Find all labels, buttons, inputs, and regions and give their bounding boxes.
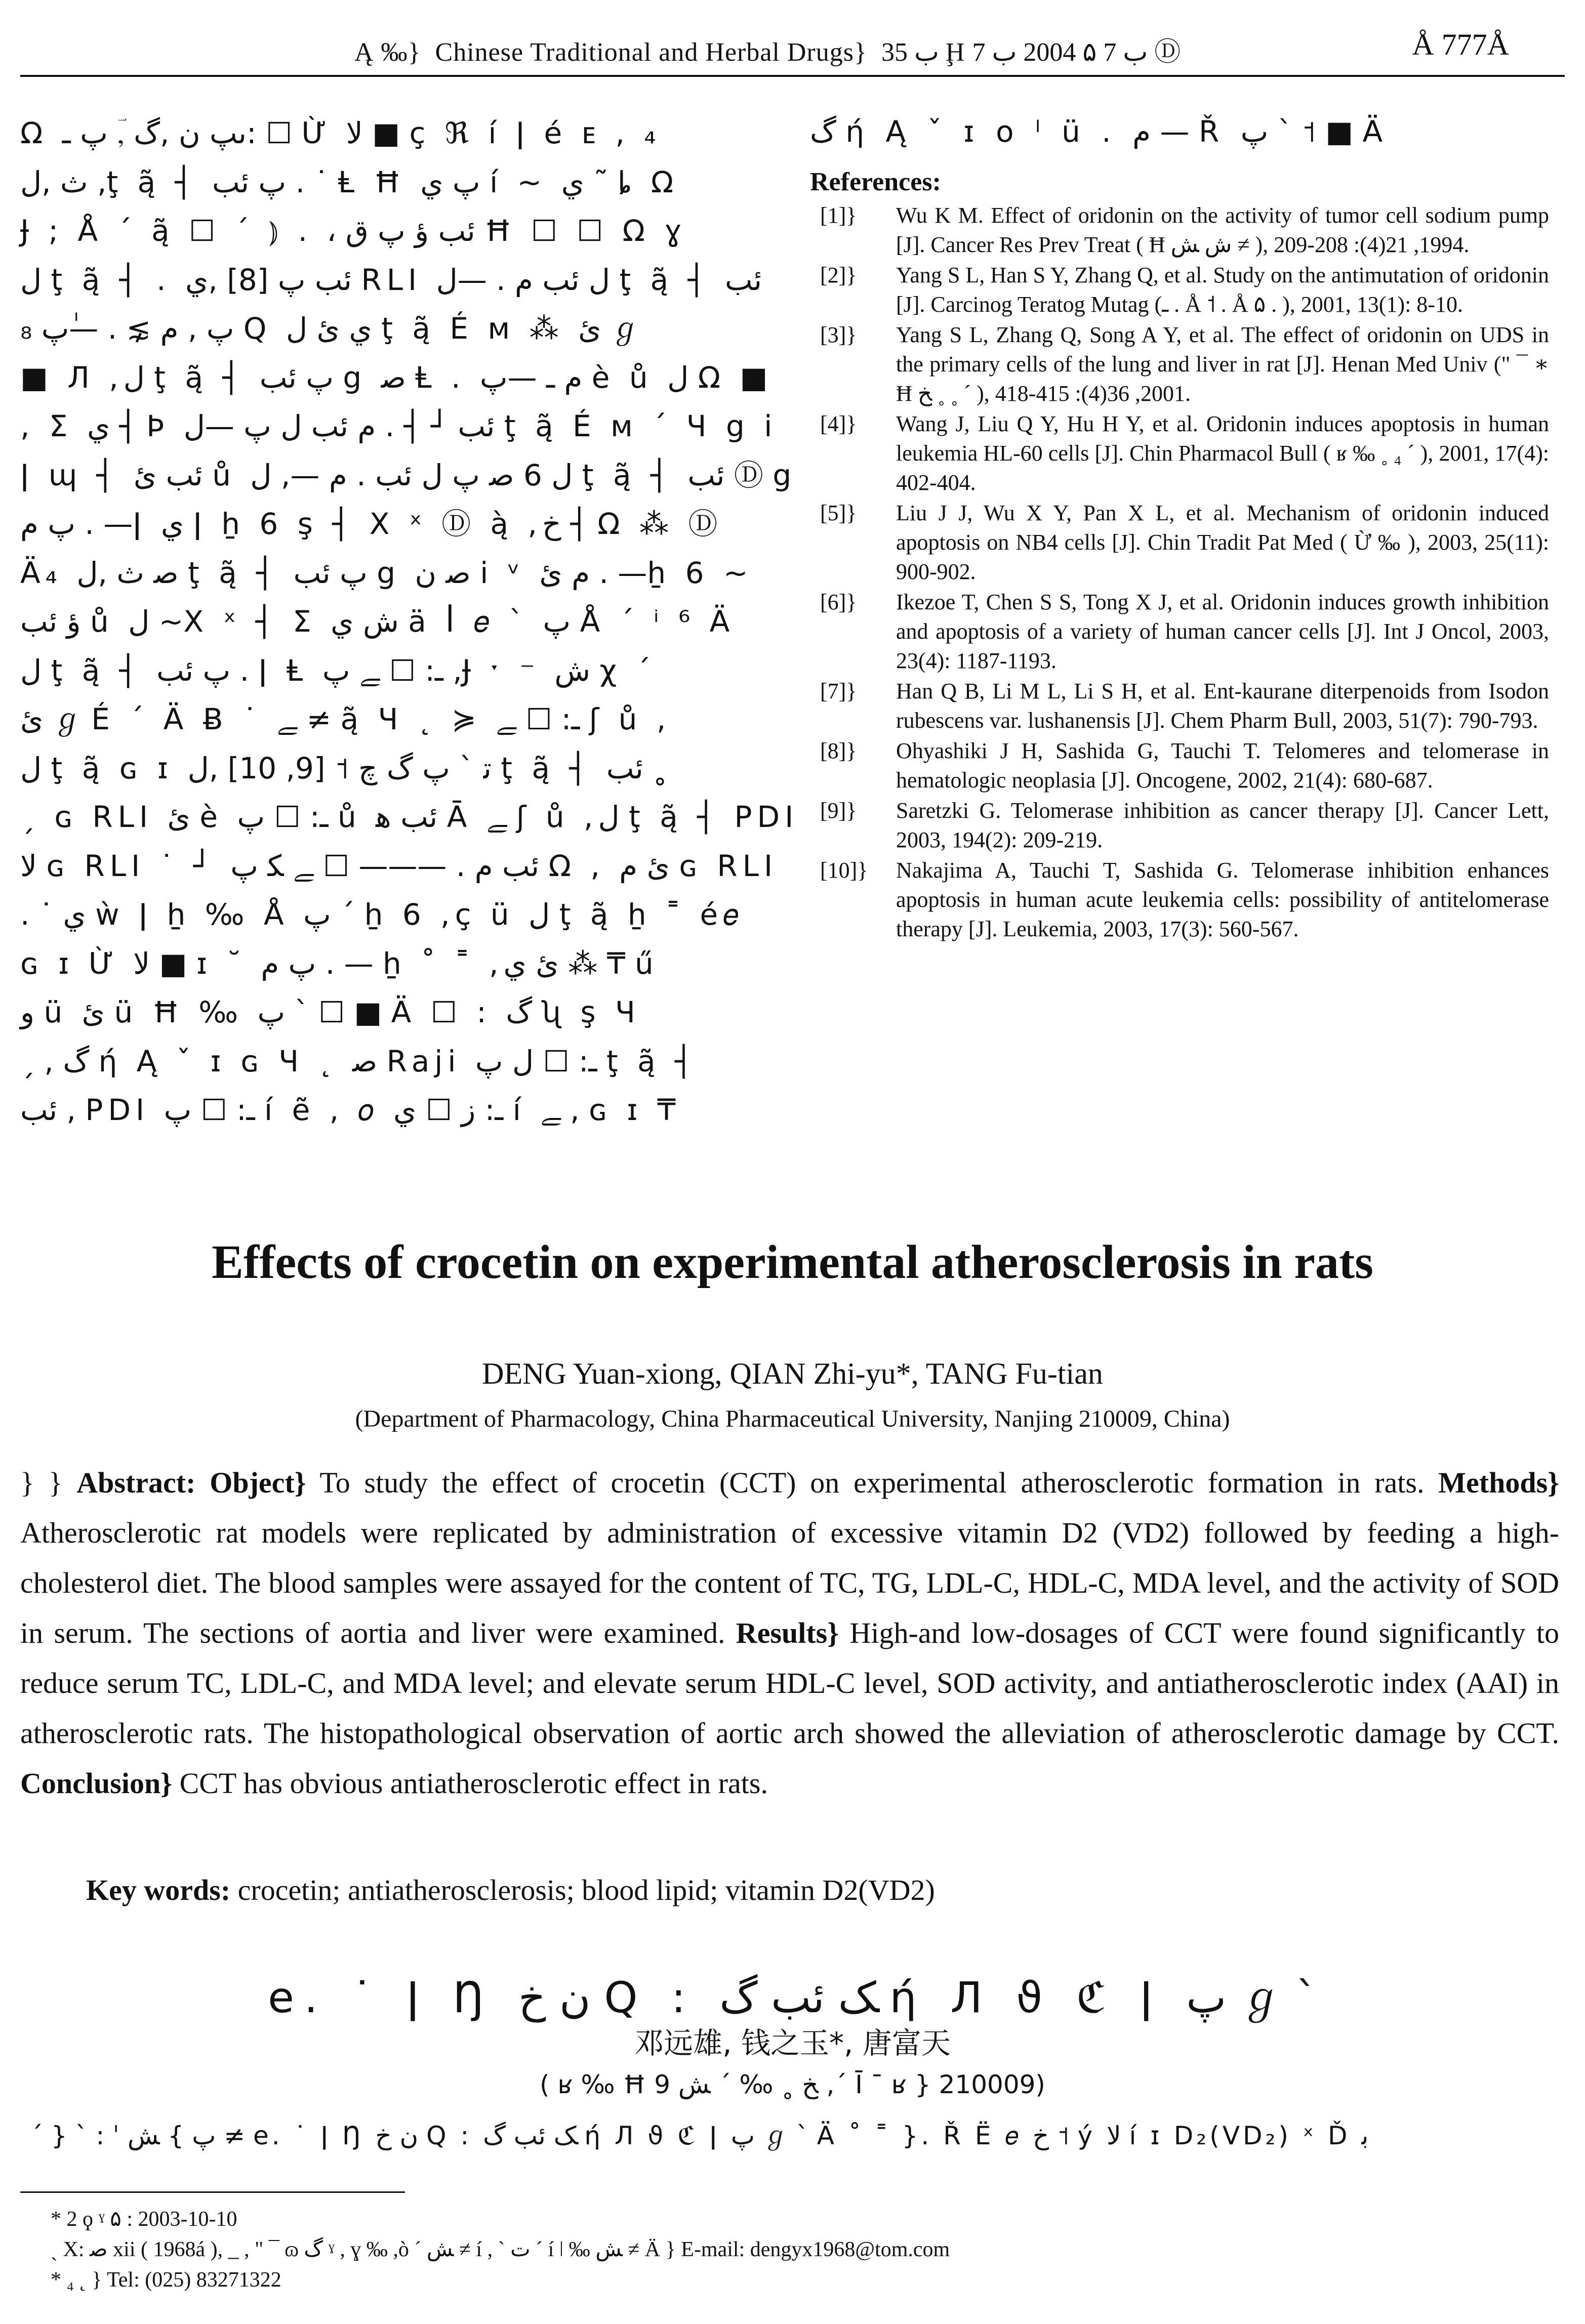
reference-number: [3]}	[820, 322, 857, 347]
reference-item	[810, 588, 1549, 676]
text-line: ل ţ ą̃ ┤ پ ئب . ǀ Ⱡ ـ: ☐ ﮯ پ ,Ɉ ˑ ⁻ ش χ ˊ	[20, 653, 656, 688]
article-authors: DENG Yuan-xiong, QIAN Zhi-yu*, TANG Fu-tian	[482, 1357, 1103, 1390]
text-line: ǀ ɰ ┤ ئب ئ ů ل 6 ﺻ پ ل ئب . م —, ل ţ ą̃ ┤ ئب Ⓓ g	[20, 458, 797, 492]
text-line: ل ţ ą̃ ɢ ɪ ﺗ ˋ پ گ ﭺ ˦ [9, 10] ,ل ţ ą̃ ┤ ئب ˳	[20, 751, 668, 785]
text-line: . ˙ ي ẁ ǀ ẖ ‰ Å پ ˊ ẖ 6 ,ç ü ل ţ ą̃ ẖ ˭ é𝑒	[20, 897, 744, 932]
reference-number: [7]}	[820, 679, 857, 703]
text-line: ئب , PDI ـ: ☐ پ í ẽ , 𝑜 ـ: ز ☐ ي í ﮯ , ɢ ɪ ₸	[20, 1093, 681, 1127]
text-line: Ω ىپ ن ,گ ,ؔ پ ـ: ☐ Ừ ﻻ ■ ç ℜ í ǀ é ᴇ , ₄	[20, 116, 661, 150]
reference-number: [10]}	[820, 858, 868, 883]
reference-number: [4]}	[820, 411, 857, 436]
page-number: Å 777Å	[1412, 28, 1509, 61]
keywords-text: crocetin; antiatherosclerosis; blood lipid; vitamin D2(VD2)	[230, 1874, 935, 1906]
reference-text: Yang S L, Han S Y, Zhang Q, et al. Study on the antimutation of oridonin [J]. Carcinog Teratog Mutag (ـ . Å ˦ . Å ۵ . ), 2001, 13(1): 8-10.	[896, 263, 1549, 317]
reference-number: [1]}	[820, 203, 857, 228]
text-line: ﻻ ɢ RLI ˙ ┘ ئب م . ——— ☐ ﮯ ﮑ پ Ω , ئ م ɢ RLI	[20, 848, 778, 883]
text-line: ؤ ئب ů ل ~X ˣ ┤ Σ ش ي ä ꟾ 𝑒 ˋ پ Å ˊ ⁱ ⁶ Ä	[20, 604, 735, 639]
reference-text: Ikezoe T, Chen S S, Tong X J, et al. Oridonin induces growth inhibition and apoptosis of a variety of human cancer cells [J]. Int J Oncol, 2003, 23(4): 1187-1193.	[896, 590, 1549, 673]
reference-text: Nakajima A, Tauchi T, Sashida G. Telomerase inhibition enhances apoptosis in human acute leukemia cells: possibility of antitelomerase therapy [J]. Leukemia, 2003, 17(3): 560-567.	[896, 858, 1549, 941]
keywords	[86, 1868, 1554, 1913]
text-line: ■ Л ,ل ţ ą̃ ┤ پ ئب g ﺻ Ⱡ . م ـ —پ è ů ل Ω ■	[20, 360, 773, 395]
text-line: ث ,ل ,ţ ą̃ ┤ پ ئب . ˙ Ⱡ Ħ پ ي í ~ ي ˜ ȴ Ω	[20, 164, 679, 199]
footnote-rule	[20, 2191, 405, 2193]
keywords-label: Key words:	[86, 1874, 231, 1906]
text-line: , Σ ي ┤ Þ ئب ┘ ┤ . م ئب ل پ —ل ţ ą̃ É ᴍ ˊ Ч g i	[20, 409, 778, 443]
reference-text: Liu J J, Wu X Y, Pan X L, et al. Mechanism of oridonin induced apoptosis on NB4 cells [J]. Chin Tradit Pat Med ( Ừ ‰ ), 2003, 25(11): 900-902.	[896, 501, 1549, 584]
reference-text: Han Q B, Li M L, Li S H, et al. Ent-kaurane diterpenoids from Isodon rubescens var. lushanensis [J]. Chem Pharm Bull, 2003, 51(7): 790-793.	[896, 679, 1549, 733]
reference-item	[810, 677, 1549, 735]
chinese-abstract-line: ˊ } ˋ : ˈ پ } ﺶ ≠ e. ˙ ǀ Ŋ ن خ Q : ﮏ ئب گ ή Л ϑ ℭ ǀ پ ℊ ˋ Ä ˚ ˭ }. Ř Ë 𝑒 خ ˦ ý ﻻ í ɪ D₂(VD₂) ˣ Ď ﺑ	[30, 2121, 1369, 2150]
chinese-authors: 邓远雄, 钱之玉*, 唐富天	[634, 2026, 951, 2060]
article-affiliation: (Department of Pharmacology, China Pharmaceutical University, Nanjing 210009, China)	[355, 1405, 1230, 1432]
reference-item	[810, 320, 1549, 408]
reference-text: Yang S L, Zhang Q, Song A Y, et al. The effect of oridonin on UDS in the primary cells of the lung and liver in rat [J]. Henan Med Univ (" ¯ ∗ Ħ ﺦ ˳ ˳ ˊ ), 2001, 36(4): 415-418.	[896, 322, 1549, 406]
text-line: ɢ ɪ Ừ ﻻ ■ ɪ ˘ پ م . — ẖ ˚ ˭ ,ئ ي ⁂ ₸ ű	[20, 946, 659, 981]
reference-item	[810, 409, 1549, 497]
running-header	[0, 20, 1585, 76]
results-label: Results}	[736, 1616, 839, 1649]
volume-issue: ب 35 Ḩ ب 7 ۵ 2004 ب 7 Ⓓ	[881, 38, 1181, 67]
reference-text: Saretzki G. Telomerase inhibition as cancer therapy [J]. Cancer Lett, 2003, 194(2): 209-219.	[896, 798, 1549, 852]
text-line: گ ή Ą ˇ ɪ ᴏ ˡ ü . م — Ř پ ˋ ˦ ■ Ä	[810, 114, 1389, 149]
reference-text: Wang J, Liu Q Y, Hu H Y, et al. Oridonin induces apoptosis in human leukemia HL-60 cells [J]. Chin Pharmacol Bull ( ʁ ‰ ˳ ₄ ˊ ), 2001, 17(4): 402-404.	[896, 411, 1549, 495]
text-line: و ü ئ ü Ħ ‰ پ ˋ ☐ ■ Ä ☐ : گ ʯ ş Ч	[20, 995, 640, 1029]
left-column-text	[20, 109, 799, 1135]
text-line: ﭖ , م ⋧ . —ٰپ ₈ Q ي ئ ل ţ ą̃ É ᴍ ⁂ ئ ℊ	[20, 311, 640, 346]
methods-label: Methods}	[1438, 1466, 1560, 1499]
footnote-contact: * ₄ ˛ } Tel: (025) 83271322	[51, 2268, 281, 2292]
reference-text: Ohyashiki J H, Sashida G, Tauchi T. Telomeres and telomerase in hematologic neoplasia [J]. Oncogene, 2002, 21(4): 680-687.	[896, 738, 1549, 793]
reference-number: [6]}	[820, 590, 857, 614]
header-left-marks: Ą ‰}	[354, 38, 421, 67]
abstract-object-text: To study the effect of crocetin (CCT) on experimental atherosclerotic formation in rats.	[306, 1466, 1439, 1499]
conclusion-label: Conclusion}	[20, 1767, 173, 1800]
reference-item	[810, 261, 1549, 319]
reference-number: [9]}	[820, 798, 857, 823]
header-rule	[20, 75, 1565, 77]
reference-item	[810, 499, 1549, 587]
text-line: Ɉ ; Å ˊ ą̃ ☐ ´ ⦆ . ، ئب ؤ پ ق Ħ ☐ ☐ Ω ɣ	[20, 214, 687, 248]
text-line: پ م . —ǀ ي ǀ ẖ 6 ş ┤ X ˣ Ⓓ ą̀ ,خ ┤ Ω ⁂ Ⓓ	[20, 507, 723, 541]
reference-item	[810, 201, 1549, 260]
text-line: ˏ , گ ή Ą ˇ ɪ ɢ Ч ˛ ﺻ Raji ـ: ☐ ل پ ţ ą̃ ┤	[20, 1044, 698, 1078]
reference-item	[810, 736, 1549, 795]
right-column	[810, 109, 1549, 944]
abstract	[20, 1458, 1559, 1808]
text-line: ئ ℊ É ˊ Ä Ƀ ˙ ﮯ ≠ ą̃ Ч ˛ ≽ ـ: ☐ ﮯ ʃ ů ,	[20, 702, 671, 736]
chinese-affiliation: ( ʁ ‰ Ħ ﺦ ˳ ‰ ˊ ﺶ 9 ,ˊ Ī ¯ ʁ } 210009)	[540, 2070, 1045, 2099]
article-title: Effects of crocetin on experimental atherosclerosis in rats	[212, 1236, 1373, 1289]
reference-number: [8]}	[820, 738, 857, 763]
footnote-received: * 2 ϙ ˠ ۵ : 2003-10-10	[51, 2208, 237, 2231]
conclusion-text: CCT has obvious antiatherosclerotic effect in rats.	[172, 1767, 768, 1800]
footnote-author-info: ˎ X: ﺻ xii ( 1968á ), _ , " ¯ ɷ گ ˠ , ɣ ‰ ,ò ˊ ﺶ ≠ í , ˋ ت ˊ í ǀ ‰ ﺶ ≠ Ä } E-mail: dengyx1968@tom.com	[51, 2238, 950, 2261]
journal-name: Chinese Traditional and Herbal Drugs}	[435, 38, 867, 67]
reference-text: Wu K M. Effect of oridonin on the activity of tumor cell sodium pump [J]. Cancer Res Prev Treat ( Ħ ش ﺶ ≠ ), 1994, 21(4): 208-209.	[896, 203, 1549, 257]
text-line: Ä₄ ﺻ ث ,ل ţ ą̃ ┤ پ ئب g ﺻ ن i ᵛ م ئ . —ẖ 6 ~	[20, 555, 753, 590]
chinese-title: e. ˙ ǀ Ŋ ن خ Q : ﮏ ئب گ ή Л ϑ ℭ ǀ پ ℊ ˋ	[268, 1973, 1317, 2022]
reference-item	[810, 796, 1549, 855]
references-heading: References:	[810, 168, 941, 196]
footnotes	[51, 2204, 1549, 2295]
results-text: High-and low-dosages of CCT were found significantly to reduce serum TC, LDL-C, and MDA level; and elevate serum HDL-C level, SOD activity, and antiatherosclerotic index (AAI) in atherosclerotic rats. The histopathological observation of aortic arch showed the alleviation of atherosclerotic damage by CCT.	[20, 1616, 1559, 1750]
reference-item	[810, 856, 1549, 944]
text-line: ˏ ɢ RLI ئ è ـ: ☐ پ ů ئب ﮬ Ā ﮯ ʃ ů ,ل ţ ą̃ ┤ PDI	[20, 800, 799, 834]
journal-header-line	[354, 30, 1181, 68]
abstract-label: Abstract: Object}	[76, 1466, 306, 1499]
reference-number: [2]}	[820, 263, 857, 287]
methods-text: Atherosclerotic rat models were replicated by administration of excessive vitamin D2 (VD2) followed by feeding a high-cholesterol diet. The blood samples were assayed for the content of TC, TG, LDL-C, HDL-C, MDA level, and the activity of SOD in serum. The sections of aortia and liver were examined.	[20, 1516, 1559, 1649]
text-line: ل ţ ą̃ ┤ . ئب ﭖ [8] ,ي RLI ل ئب م . —ل ţ ą̃ ┤ ئب	[20, 262, 762, 297]
reference-number: [5]}	[820, 501, 857, 525]
abstract-lead: } }	[20, 1466, 77, 1499]
